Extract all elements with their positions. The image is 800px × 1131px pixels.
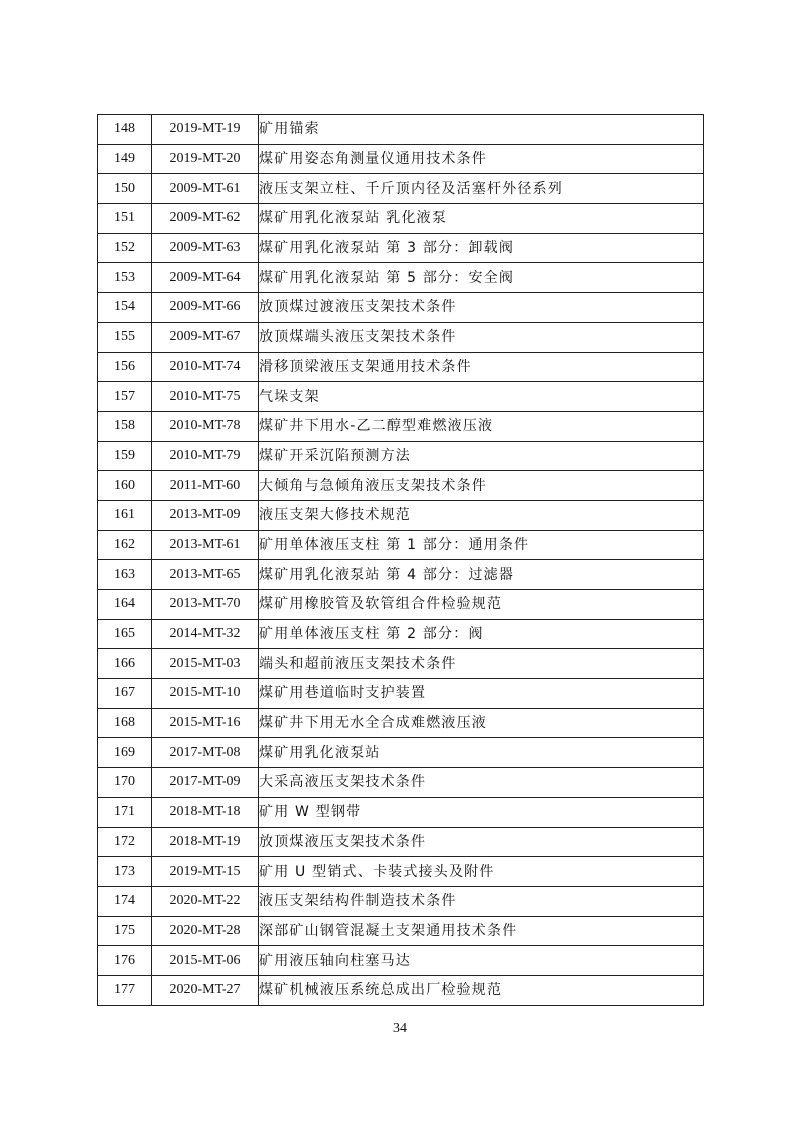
table-row — [98, 649, 704, 679]
project-code-cell: 2013-MT-65 — [152, 560, 259, 590]
standard-name-cell: 气垛支架 — [259, 382, 704, 412]
row-number-cell: 150 — [98, 174, 152, 204]
project-code-cell: 2015-MT-06 — [152, 946, 259, 976]
project-code-cell: 2013-MT-61 — [152, 530, 259, 560]
standard-name-cell: 放顶煤液压支架技术条件 — [259, 827, 704, 857]
row-number-cell: 165 — [98, 619, 152, 649]
table-row — [98, 916, 704, 946]
row-number-cell: 151 — [98, 204, 152, 234]
row-number-cell: 167 — [98, 679, 152, 709]
row-number-cell: 157 — [98, 382, 152, 412]
standard-name-cell: 矿用液压轴向柱塞马达 — [259, 946, 704, 976]
standard-name-cell: 煤矿用乳化液泵站 第 3 部分：卸载阀 — [259, 233, 704, 263]
project-code-cell: 2010-MT-78 — [152, 411, 259, 441]
project-code-cell: 2017-MT-09 — [152, 768, 259, 798]
project-code-cell: 2015-MT-03 — [152, 649, 259, 679]
standard-name-cell: 煤矿用橡胶管及软管组合件检验规范 — [259, 590, 704, 620]
standard-name-cell: 煤矿用乳化液泵站 — [259, 738, 704, 768]
table-row — [98, 322, 704, 352]
project-code-cell: 2009-MT-62 — [152, 204, 259, 234]
project-code-cell: 2009-MT-64 — [152, 263, 259, 293]
table-row — [98, 382, 704, 412]
row-number-cell: 172 — [98, 827, 152, 857]
table-row — [98, 144, 704, 174]
row-number-cell: 166 — [98, 649, 152, 679]
row-number-cell: 149 — [98, 144, 152, 174]
standards-table — [97, 114, 704, 1006]
project-code-cell: 2013-MT-70 — [152, 590, 259, 620]
row-number-cell: 175 — [98, 916, 152, 946]
row-number-cell: 174 — [98, 886, 152, 916]
row-number-cell: 161 — [98, 500, 152, 530]
standard-name-cell: 深部矿山钢管混凝土支架通用技术条件 — [259, 916, 704, 946]
table-row — [98, 204, 704, 234]
row-number-cell: 170 — [98, 768, 152, 798]
project-code-cell: 2018-MT-18 — [152, 797, 259, 827]
table-row — [98, 738, 704, 768]
project-code-cell: 2020-MT-28 — [152, 916, 259, 946]
row-number-cell: 159 — [98, 441, 152, 471]
standard-name-cell: 煤矿用巷道临时支护装置 — [259, 679, 704, 709]
standard-name-cell: 矿用 W 型钢带 — [259, 797, 704, 827]
project-code-cell: 2009-MT-61 — [152, 174, 259, 204]
page-number: 34 — [393, 1021, 407, 1036]
standard-name-cell: 矿用锚索 — [259, 115, 704, 145]
project-code-cell: 2010-MT-75 — [152, 382, 259, 412]
table-row — [98, 857, 704, 887]
standard-name-cell: 煤矿用乳化液泵站 乳化液泵 — [259, 204, 704, 234]
project-code-cell: 2019-MT-20 — [152, 144, 259, 174]
standard-name-cell: 矿用 U 型销式、卡装式接头及附件 — [259, 857, 704, 887]
standard-name-cell: 煤矿机械液压系统总成出厂检验规范 — [259, 975, 704, 1005]
standard-name-cell: 端头和超前液压支架技术条件 — [259, 649, 704, 679]
table-row — [98, 708, 704, 738]
table-row — [98, 411, 704, 441]
project-code-cell: 2015-MT-16 — [152, 708, 259, 738]
project-code-cell: 2019-MT-19 — [152, 115, 259, 145]
table-row — [98, 352, 704, 382]
standard-name-cell: 煤矿井下用无水全合成难燃液压液 — [259, 708, 704, 738]
standard-name-cell: 放顶煤端头液压支架技术条件 — [259, 322, 704, 352]
table-row — [98, 233, 704, 263]
project-code-cell: 2011-MT-60 — [152, 471, 259, 501]
project-code-cell: 2010-MT-74 — [152, 352, 259, 382]
standard-name-cell: 煤矿用乳化液泵站 第 5 部分：安全阀 — [259, 263, 704, 293]
row-number-cell: 154 — [98, 293, 152, 323]
row-number-cell: 152 — [98, 233, 152, 263]
standards-table-container — [97, 114, 702, 1006]
table-row — [98, 174, 704, 204]
table-body — [98, 115, 704, 1006]
row-number-cell: 158 — [98, 411, 152, 441]
row-number-cell: 153 — [98, 263, 152, 293]
row-number-cell: 177 — [98, 975, 152, 1005]
project-code-cell: 2014-MT-32 — [152, 619, 259, 649]
table-row — [98, 827, 704, 857]
row-number-cell: 173 — [98, 857, 152, 887]
project-code-cell: 2009-MT-63 — [152, 233, 259, 263]
standard-name-cell: 矿用单体液压支柱 第 1 部分：通用条件 — [259, 530, 704, 560]
row-number-cell: 176 — [98, 946, 152, 976]
project-code-cell: 2018-MT-19 — [152, 827, 259, 857]
table-row — [98, 560, 704, 590]
table-row — [98, 679, 704, 709]
table-row — [98, 975, 704, 1005]
standard-name-cell: 煤矿井下用水-乙二醇型难燃液压液 — [259, 411, 704, 441]
table-row — [98, 590, 704, 620]
standard-name-cell: 大采高液压支架技术条件 — [259, 768, 704, 798]
row-number-cell: 156 — [98, 352, 152, 382]
row-number-cell: 169 — [98, 738, 152, 768]
table-row — [98, 471, 704, 501]
table-row — [98, 619, 704, 649]
table-row — [98, 441, 704, 471]
standard-name-cell: 放顶煤过渡液压支架技术条件 — [259, 293, 704, 323]
project-code-cell: 2020-MT-22 — [152, 886, 259, 916]
row-number-cell: 171 — [98, 797, 152, 827]
standard-name-cell: 煤矿开采沉陷预测方法 — [259, 441, 704, 471]
row-number-cell: 168 — [98, 708, 152, 738]
project-code-cell: 2009-MT-66 — [152, 293, 259, 323]
standard-name-cell: 煤矿用乳化液泵站 第 4 部分：过滤器 — [259, 560, 704, 590]
table-row — [98, 293, 704, 323]
table-row — [98, 115, 704, 145]
project-code-cell: 2015-MT-10 — [152, 679, 259, 709]
table-row — [98, 263, 704, 293]
row-number-cell: 160 — [98, 471, 152, 501]
project-code-cell: 2013-MT-09 — [152, 500, 259, 530]
standard-name-cell: 大倾角与急倾角液压支架技术条件 — [259, 471, 704, 501]
row-number-cell: 164 — [98, 590, 152, 620]
project-code-cell: 2019-MT-15 — [152, 857, 259, 887]
row-number-cell: 155 — [98, 322, 152, 352]
table-row — [98, 886, 704, 916]
standard-name-cell: 液压支架大修技术规范 — [259, 500, 704, 530]
standard-name-cell: 液压支架立柱、千斤顶内径及活塞杆外径系列 — [259, 174, 704, 204]
project-code-cell: 2017-MT-08 — [152, 738, 259, 768]
standard-name-cell: 滑移顶梁液压支架通用技术条件 — [259, 352, 704, 382]
standard-name-cell: 液压支架结构件制造技术条件 — [259, 886, 704, 916]
project-code-cell: 2010-MT-79 — [152, 441, 259, 471]
table-row — [98, 797, 704, 827]
project-code-cell: 2009-MT-67 — [152, 322, 259, 352]
table-row — [98, 768, 704, 798]
row-number-cell: 162 — [98, 530, 152, 560]
row-number-cell: 163 — [98, 560, 152, 590]
project-code-cell: 2020-MT-27 — [152, 975, 259, 1005]
row-number-cell: 148 — [98, 115, 152, 145]
standard-name-cell: 矿用单体液压支柱 第 2 部分：阀 — [259, 619, 704, 649]
standard-name-cell: 煤矿用姿态角测量仪通用技术条件 — [259, 144, 704, 174]
table-row — [98, 500, 704, 530]
table-row — [98, 946, 704, 976]
table-row — [98, 530, 704, 560]
